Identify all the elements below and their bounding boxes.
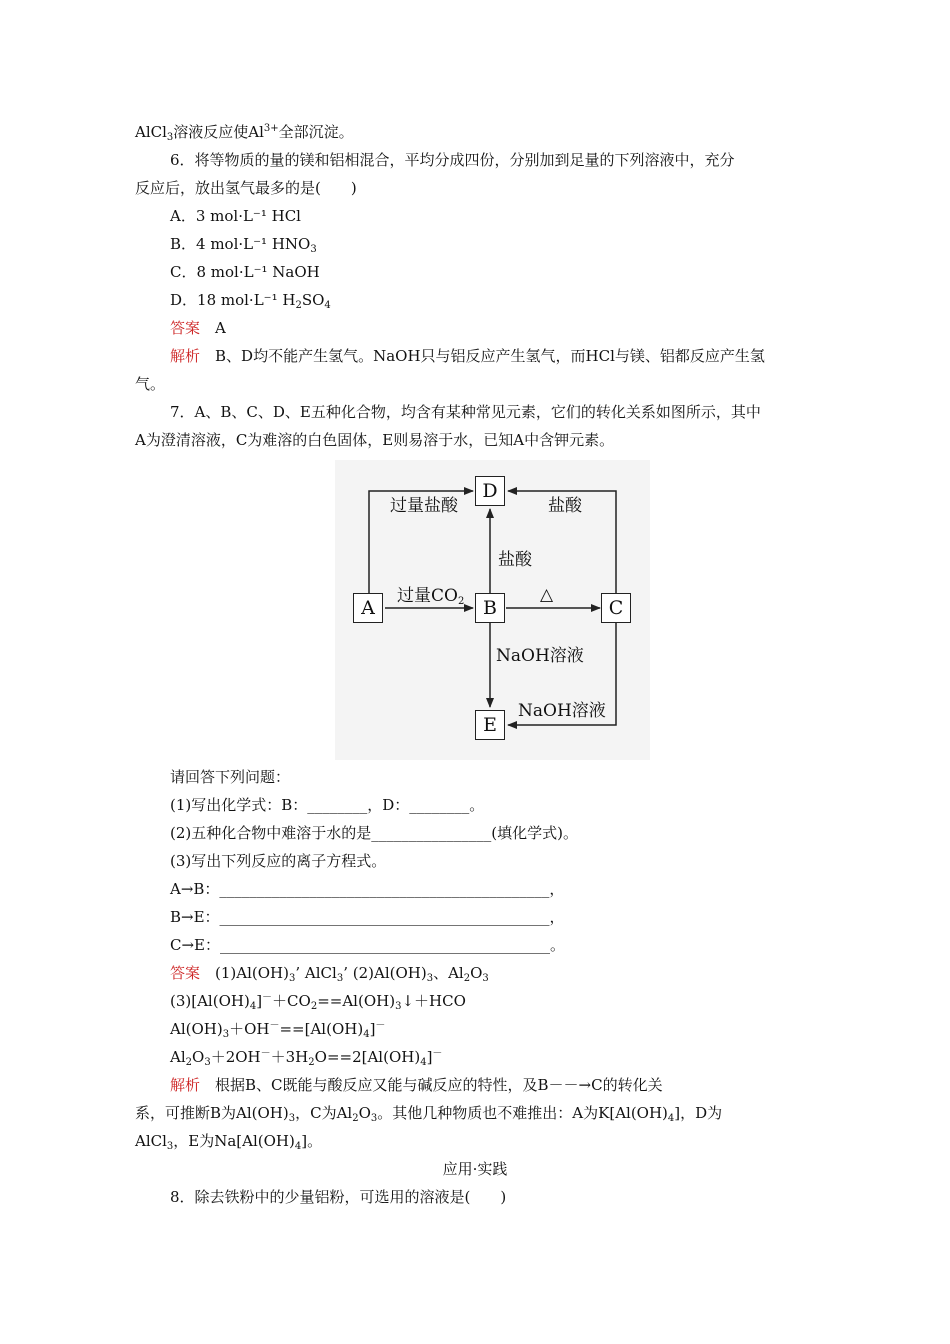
q7-blank-be: B→E：____________________________________________， (170, 908, 565, 926)
node-a: A (353, 593, 383, 623)
q7-sub2: (2)五种化合物中难溶于水的是________________(填化学式)。 (170, 824, 578, 842)
analysis-label: 解析 (170, 347, 201, 365)
q7-analysis-line2: 系，可推断B为$Al(OH)_3$，C为$Al_2O_3$。其他几种物质也不难推出：A为$K[Al(OH)_4]$，D为 (135, 1104, 723, 1124)
q7-answer-line4: $Al_2O_3+2OH^-+3H_2O==2[Al(OH)_4]^-$ (170, 1048, 443, 1068)
answer-label: 答案 (170, 319, 201, 337)
q6-option-b: B．4 mol·L⁻¹ $HNO_3$ (170, 235, 317, 255)
q6-analysis-line1: 解析 B、D均不能产生氢气。NaOH只与铝反应产生氢气，而HCl与镁、铝都反应产生氢 (170, 347, 765, 365)
node-c: C (601, 593, 631, 623)
q7-stem-line1: 7．A、B、C、D、E五种化合物，均含有某种常见元素，它们的转化关系如图所示，其中 (170, 403, 761, 421)
intro-tail: AlCl$_3$溶液反应使$Al^{3+}$全部沉淀。 (135, 123, 354, 143)
answer-label: 答案 (170, 964, 201, 982)
q8-stem: 8．除去铁粉中的少量铝粉，可选用的溶液是( ) (170, 1188, 507, 1206)
analysis-label: 解析 (170, 1076, 201, 1094)
q7-sub1: (1)写出化学式：B：________，D：________。 (170, 796, 485, 814)
label-b-to-c: △ (540, 585, 554, 605)
label-a-to-b: 过量$CO_2$ (397, 586, 465, 607)
q6-answer: 答案 A (170, 319, 226, 337)
q6-option-a: A．3 mol·L⁻¹ HCl (170, 207, 301, 225)
q7-blank-ab: A→B：____________________________________________， (170, 880, 565, 898)
q7-prompt: 请回答下列问题： (170, 768, 291, 786)
q7-analysis-line1: 解析 根据B、C既能与酸反应又能与碱反应的特性，及B－－→C的转化关 (170, 1076, 663, 1094)
node-e: E (475, 710, 505, 740)
label-c-to-d: 盐酸 (548, 496, 582, 516)
label-a-to-d: 过量盐酸 (390, 496, 458, 516)
q7-blank-ce: C→E：____________________________________________。 (170, 936, 565, 954)
q7-sub3: (3)写出下列反应的离子方程式。 (170, 852, 387, 870)
q6-stem-line2: 反应后，放出氢气最多的是( ) (135, 179, 357, 197)
q6-stem-line1: 6．将等物质的量的镁和铝相混合，平均分成四份，分别加到足量的下列溶液中，充分 (170, 151, 735, 169)
q7-stem-line2: A为澄清溶液，C为难溶的白色固体，E则易溶于水，已知A中含钾元素。 (135, 431, 615, 449)
q6-option-d: D．18 mol·L⁻¹ $H_2SO_4$ (170, 291, 331, 311)
q7-answer-line3: $Al(OH)_3+OH^-==[Al(OH)_4]^-$ (170, 1020, 386, 1040)
conversion-diagram (335, 460, 650, 760)
label-b-to-e: NaOH溶液 (496, 646, 584, 666)
q7-answer-line2: $(3)[Al(OH)_4]^-+CO_2==Al(OH)_3↓+HCO$ (170, 992, 466, 1012)
label-b-to-d: 盐酸 (498, 550, 532, 570)
q6-analysis-line2: 气。 (135, 375, 166, 393)
node-b: B (475, 593, 505, 623)
label-c-to-e: NaOH溶液 (518, 701, 606, 721)
q6-option-c: C．8 mol·L⁻¹ NaOH (170, 263, 320, 281)
section-title: 应用·实践 (442, 1160, 508, 1178)
q7-analysis-line3: AlCl$_3$，E为$Na[Al(OH)_4]$。 (135, 1132, 323, 1152)
q7-answer-line1: 答案 $(1)Al(OH)_3$’ AlCl$_3$’ $(2)Al(OH)_3$、$Al_2O_3$ (170, 964, 489, 984)
node-d: D (475, 476, 505, 506)
